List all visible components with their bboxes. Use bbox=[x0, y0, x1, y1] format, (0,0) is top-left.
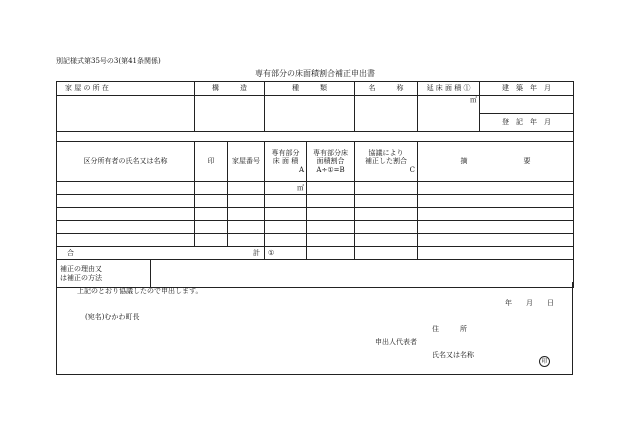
owner-name-cell[interactable] bbox=[57, 221, 195, 234]
table-row bbox=[57, 221, 574, 234]
registered-header: 登 記 年 月 bbox=[480, 114, 574, 132]
seal-cell[interactable] bbox=[195, 182, 228, 195]
owner-name-cell[interactable] bbox=[57, 234, 195, 247]
ratio-cell[interactable] bbox=[307, 182, 355, 195]
agreed-header-line1: 協議により bbox=[368, 149, 404, 158]
address-label: 住 所 bbox=[432, 325, 467, 333]
area-header bbox=[265, 142, 307, 182]
area-header-line2: 床 面 積 bbox=[272, 157, 299, 166]
area-unit: ㎡ bbox=[470, 96, 478, 104]
agreed-cell[interactable] bbox=[355, 221, 418, 234]
area-cell[interactable] bbox=[265, 195, 307, 208]
location-cell[interactable] bbox=[57, 96, 195, 132]
ratio-cell[interactable] bbox=[307, 221, 355, 234]
area-cell[interactable] bbox=[265, 208, 307, 221]
total-area-cell[interactable] bbox=[265, 247, 307, 260]
house-no-cell[interactable] bbox=[228, 221, 265, 234]
total-area-header: 延 床 面 積 ① bbox=[418, 82, 480, 96]
ratio-cell[interactable] bbox=[307, 195, 355, 208]
ratio-header bbox=[307, 142, 355, 182]
area-cell[interactable] bbox=[265, 221, 307, 234]
area-tag: A bbox=[298, 165, 305, 174]
seal-header: 印 bbox=[195, 142, 228, 182]
built-cell[interactable] bbox=[480, 96, 574, 114]
built-header: 建 築 年 月 bbox=[480, 82, 574, 96]
reason-label-line2: は補正の方法 bbox=[60, 273, 102, 282]
remarks-cell[interactable] bbox=[418, 182, 574, 195]
table-row bbox=[57, 195, 574, 208]
name-header: 名 称 bbox=[355, 82, 418, 96]
total-left-label: 合 bbox=[67, 249, 74, 257]
name-label: 氏名又は名称 bbox=[432, 351, 474, 359]
agreed-tag: C bbox=[409, 165, 416, 174]
remarks-header: 摘 要 bbox=[418, 142, 574, 182]
name-cell[interactable] bbox=[355, 96, 418, 132]
total-ratio-cell[interactable] bbox=[307, 247, 355, 260]
house-no-cell[interactable] bbox=[228, 182, 265, 195]
agreed-cell[interactable] bbox=[355, 182, 418, 195]
total-remarks-cell[interactable] bbox=[418, 247, 574, 260]
remarks-cell[interactable] bbox=[418, 195, 574, 208]
ratio-header-line1: 専有部分床 bbox=[313, 149, 349, 158]
total-agreed-cell[interactable] bbox=[355, 247, 418, 260]
spacer-row bbox=[57, 132, 574, 142]
structure-header: 構 造 bbox=[195, 82, 265, 96]
seal-cell[interactable] bbox=[195, 195, 228, 208]
owner-name-cell[interactable] bbox=[57, 208, 195, 221]
house-no-header: 家屋番号 bbox=[228, 142, 265, 182]
agreed-cell[interactable] bbox=[355, 195, 418, 208]
agreed-cell[interactable] bbox=[355, 234, 418, 247]
form-title: 専有部分の床面積割合補正申出書 bbox=[255, 69, 375, 78]
remarks-cell[interactable] bbox=[418, 221, 574, 234]
seal-mark bbox=[539, 350, 550, 367]
table-row bbox=[57, 208, 574, 221]
ratio-header-line2: 面積割合 bbox=[316, 157, 345, 166]
total-area-cell[interactable] bbox=[418, 96, 480, 132]
house-no-cell[interactable] bbox=[228, 234, 265, 247]
area-cell[interactable] bbox=[265, 234, 307, 247]
addressee: (宛名)むかわ町長 bbox=[85, 313, 140, 321]
remarks-cell[interactable] bbox=[418, 208, 574, 221]
reason-label-line1: 補正の理由又 bbox=[60, 265, 102, 274]
kind-header: 種 類 bbox=[265, 82, 355, 96]
agreed-cell[interactable] bbox=[355, 208, 418, 221]
structure-cell[interactable] bbox=[195, 96, 265, 132]
house-no-cell[interactable] bbox=[228, 208, 265, 221]
owner-name-cell[interactable] bbox=[57, 182, 195, 195]
kind-cell[interactable] bbox=[265, 96, 355, 132]
total-label-cell bbox=[57, 247, 265, 260]
remarks-cell[interactable] bbox=[418, 234, 574, 247]
ratio-cell[interactable] bbox=[307, 234, 355, 247]
ratio-formula: A÷①=B bbox=[316, 165, 345, 174]
owner-name-header: 区分所有者の氏名又は名称 bbox=[57, 142, 195, 182]
total-right-label: 計 bbox=[253, 249, 261, 257]
owner-name-cell[interactable] bbox=[57, 195, 195, 208]
declaration-box bbox=[56, 282, 573, 375]
declaration-date[interactable]: 年 月 日 bbox=[505, 299, 554, 307]
total-mark: ① bbox=[268, 248, 275, 257]
area-header-line1: 専有部分 bbox=[271, 149, 300, 158]
agreed-header-line2: 補正した割合 bbox=[365, 157, 408, 166]
area-row-unit: ㎡ bbox=[297, 183, 305, 192]
seal-cell[interactable] bbox=[195, 234, 228, 247]
ratio-cell[interactable] bbox=[307, 208, 355, 221]
form-number: 別記様式第35号の3(第41条関係) bbox=[56, 57, 161, 65]
agreed-header bbox=[355, 142, 418, 182]
seal-circle: 印 bbox=[539, 356, 550, 367]
house-no-cell[interactable] bbox=[228, 195, 265, 208]
area-cell[interactable] bbox=[265, 182, 307, 195]
application-table bbox=[56, 81, 574, 288]
table-row bbox=[57, 234, 574, 247]
declaration-statement: 上記のとおり協議したので申出します。 bbox=[77, 287, 203, 295]
location-header: 家 屋 の 所 在 bbox=[57, 82, 195, 96]
seal-cell[interactable] bbox=[195, 221, 228, 234]
seal-cell[interactable] bbox=[195, 208, 228, 221]
representative-label: 申出人代表者 bbox=[375, 338, 417, 346]
